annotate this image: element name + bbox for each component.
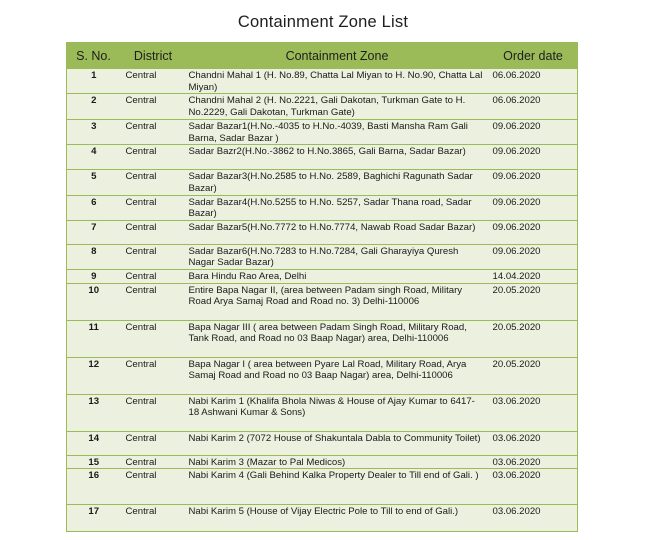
sno-cell: 11 <box>67 320 121 357</box>
district-cell: Central <box>121 170 186 195</box>
table-row <box>67 505 578 532</box>
zone-cell: Nabi Karim 4 (Gali Behind Kalka Property Dealer to Till end of Gali. ) <box>186 469 489 505</box>
order-date-cell: 09.06.2020 <box>489 170 578 195</box>
table-row <box>67 145 578 170</box>
sno-cell: 15 <box>67 455 121 469</box>
sno-cell: 3 <box>67 120 121 145</box>
table-row <box>67 469 578 505</box>
zone-cell: Bara Hindu Rao Area, Delhi <box>186 269 489 283</box>
sno-cell: 10 <box>67 283 121 320</box>
sno-cell: 6 <box>67 195 121 220</box>
district-cell: Central <box>121 455 186 469</box>
zone-cell: Nabi Karim 1 (Khalifa Bhola Niwas & House of Ajay Kumar to 6417-18 Ashwani Kumar & Sons) <box>186 394 489 431</box>
zone-cell: Bapa Nagar III ( area between Padam Singh Road, Military Road, Tank Road, and Road no 03 Baap Nagar) area, Delhi-110006 <box>186 320 489 357</box>
district-cell: Central <box>121 357 186 394</box>
sno-cell: 13 <box>67 394 121 431</box>
table-body <box>67 69 578 532</box>
sno-cell: 9 <box>67 269 121 283</box>
zone-cell: Chandni Mahal 1 (H. No.89, Chatta Lal Miyan to H. No.90, Chatta Lal Miyan) <box>186 69 489 94</box>
sno-cell: 14 <box>67 431 121 455</box>
district-cell: Central <box>121 220 186 244</box>
table-row <box>67 283 578 320</box>
order-date-cell: 03.06.2020 <box>489 431 578 455</box>
table-row <box>67 195 578 220</box>
zone-cell: Nabi Karim 3 (Mazar to Pal Medicos) <box>186 455 489 469</box>
table-row <box>67 269 578 283</box>
sno-cell: 7 <box>67 220 121 244</box>
zone-cell: Nabi Karim 2 (7072 House of Shakuntala Dabla to Community Toilet) <box>186 431 489 455</box>
table-row <box>67 244 578 269</box>
zone-cell: Nabi Karim 5 (House of Vijay Electric Pole to Till to end of Gali.) <box>186 505 489 532</box>
order-date-cell: 14.04.2020 <box>489 269 578 283</box>
zone-cell: Chandni Mahal 2 (H. No.2221, Gali Dakotan, Turkman Gate to H. No.2229, Gali Dakotan, Turkman Gate) <box>186 94 489 120</box>
order-date-cell: 03.06.2020 <box>489 394 578 431</box>
order-date-cell: 20.05.2020 <box>489 283 578 320</box>
table-row <box>67 394 578 431</box>
order-date-cell: 03.06.2020 <box>489 505 578 532</box>
header-district: District <box>121 43 186 69</box>
order-date-cell: 09.06.2020 <box>489 120 578 145</box>
order-date-cell: 06.06.2020 <box>489 69 578 94</box>
district-cell: Central <box>121 469 186 505</box>
table-row <box>67 455 578 469</box>
district-cell: Central <box>121 283 186 320</box>
header-row <box>67 43 578 69</box>
order-date-cell: 03.06.2020 <box>489 469 578 505</box>
zone-cell: Sadar Bazar5(H.No.7772 to H.No.7774, Nawab Road Sadar Bazar) <box>186 220 489 244</box>
sno-cell: 4 <box>67 145 121 170</box>
containment-zone-table <box>66 42 578 532</box>
order-date-cell: 09.06.2020 <box>489 145 578 170</box>
header-sno: S. No. <box>67 43 121 69</box>
table-row <box>67 170 578 195</box>
table-row <box>67 69 578 94</box>
table-row <box>67 120 578 145</box>
sno-cell: 2 <box>67 94 121 120</box>
zone-cell: Sadar Bazar1(H.No.-4035 to H.No.-4039, Basti Mansha Ram Gali Barna, Sadar Bazar ) <box>186 120 489 145</box>
district-cell: Central <box>121 120 186 145</box>
district-cell: Central <box>121 195 186 220</box>
district-cell: Central <box>121 320 186 357</box>
district-cell: Central <box>121 244 186 269</box>
district-cell: Central <box>121 431 186 455</box>
sno-cell: 5 <box>67 170 121 195</box>
district-cell: Central <box>121 94 186 120</box>
zone-cell: Sadar Bazar4(H.No.5255 to H.No. 5257, Sadar Thana road, Sadar Bazar) <box>186 195 489 220</box>
order-date-cell: 20.05.2020 <box>489 357 578 394</box>
sno-cell: 17 <box>67 505 121 532</box>
zone-cell: Sadar Bazr2(H.No.-3862 to H.No.3865, Gali Barna, Sadar Bazar) <box>186 145 489 170</box>
table-row <box>67 220 578 244</box>
sno-cell: 1 <box>67 69 121 94</box>
sno-cell: 12 <box>67 357 121 394</box>
sno-cell: 16 <box>67 469 121 505</box>
table-row <box>67 94 578 120</box>
page-title: Containment Zone List <box>237 13 409 31</box>
district-cell: Central <box>121 145 186 170</box>
order-date-cell: 06.06.2020 <box>489 94 578 120</box>
header-order-date: Order date <box>489 43 578 69</box>
district-cell: Central <box>121 394 186 431</box>
zone-cell: Entire Bapa Nagar II, (area between Padam singh Road, Military Road Arya Samaj Road and Road no. 3) Delhi-110006 <box>186 283 489 320</box>
zone-cell: Sadar Bazar3(H.No.2585 to H.No. 2589, Baghichi Ragunath Sadar Bazar) <box>186 170 489 195</box>
order-date-cell: 09.06.2020 <box>489 244 578 269</box>
district-cell: Central <box>121 69 186 94</box>
district-cell: Central <box>121 505 186 532</box>
header-containment-zone: Containment Zone <box>186 43 489 69</box>
table-header <box>67 43 578 69</box>
table-row <box>67 431 578 455</box>
order-date-cell: 03.06.2020 <box>489 455 578 469</box>
district-cell: Central <box>121 269 186 283</box>
table-row <box>67 357 578 394</box>
order-date-cell: 20.05.2020 <box>489 320 578 357</box>
order-date-cell: 09.06.2020 <box>489 220 578 244</box>
zone-cell: Sadar Bazar6(H.No.7283 to H.No.7284, Gali Gharayiya Quresh Nagar Sadar Bazar) <box>186 244 489 269</box>
sno-cell: 8 <box>67 244 121 269</box>
order-date-cell: 09.06.2020 <box>489 195 578 220</box>
zone-cell: Bapa Nagar I ( area between Pyare Lal Road, Military Road, Arya Samaj Road and Road no 03 Baap Nagar) area, Delhi-110006 <box>186 357 489 394</box>
table-row <box>67 320 578 357</box>
